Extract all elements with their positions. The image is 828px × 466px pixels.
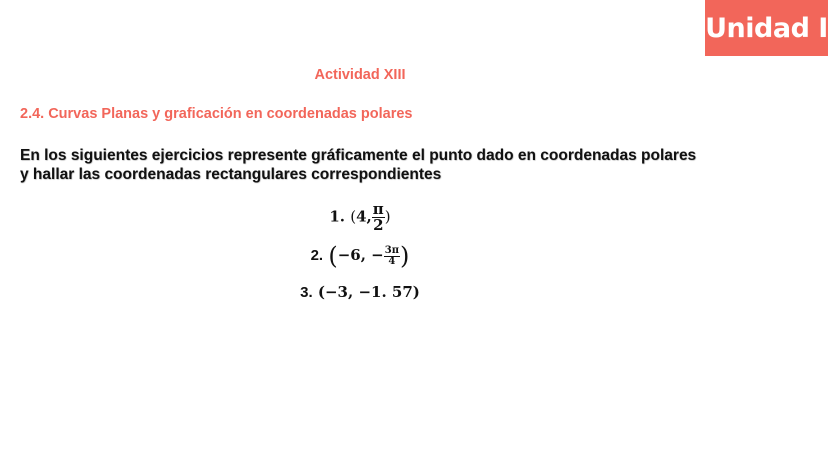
exercise-1-r: 4,: [356, 207, 372, 226]
exercise-2-angle-denominator: 4: [388, 255, 396, 267]
exercise-3-number: 3.: [300, 284, 313, 301]
exercise-1-angle-numerator: π: [372, 200, 384, 218]
exercise-3-point: (−3, −1. 57): [317, 283, 420, 301]
exercise-1: 1. (4, $\frac{\pi}{2}$ ): [329, 200, 391, 234]
exercise-2-number: 2.: [310, 247, 324, 264]
exercise-3: [0, 283, 720, 301]
exercise-2: 2. (−6, − $\frac{3\pi}{4}$ ): [310, 242, 410, 270]
section-title: 2.4. Curvas Planas y graficación en coordenadas polares: [20, 106, 413, 122]
exercise-1-number: 1.: [329, 207, 346, 226]
exercise-1-angle-denominator: 2: [373, 216, 384, 234]
activity-title: Actividad XIII: [314, 67, 406, 83]
unit-badge-label: Unidad I: [705, 12, 828, 44]
exercise-2-r: −6, −: [337, 246, 384, 264]
exercise-2-angle: [384, 246, 400, 267]
unit-badge: [705, 0, 828, 56]
instructions-text: En los siguientes ejercicios represente gráficamente el punto dado en coordenadas polares y hallar las coordenadas rectangulares correspondientes: [20, 147, 697, 183]
exercise-1-angle: [372, 202, 385, 233]
exercise-2-angle-numerator: 3π: [384, 244, 400, 256]
